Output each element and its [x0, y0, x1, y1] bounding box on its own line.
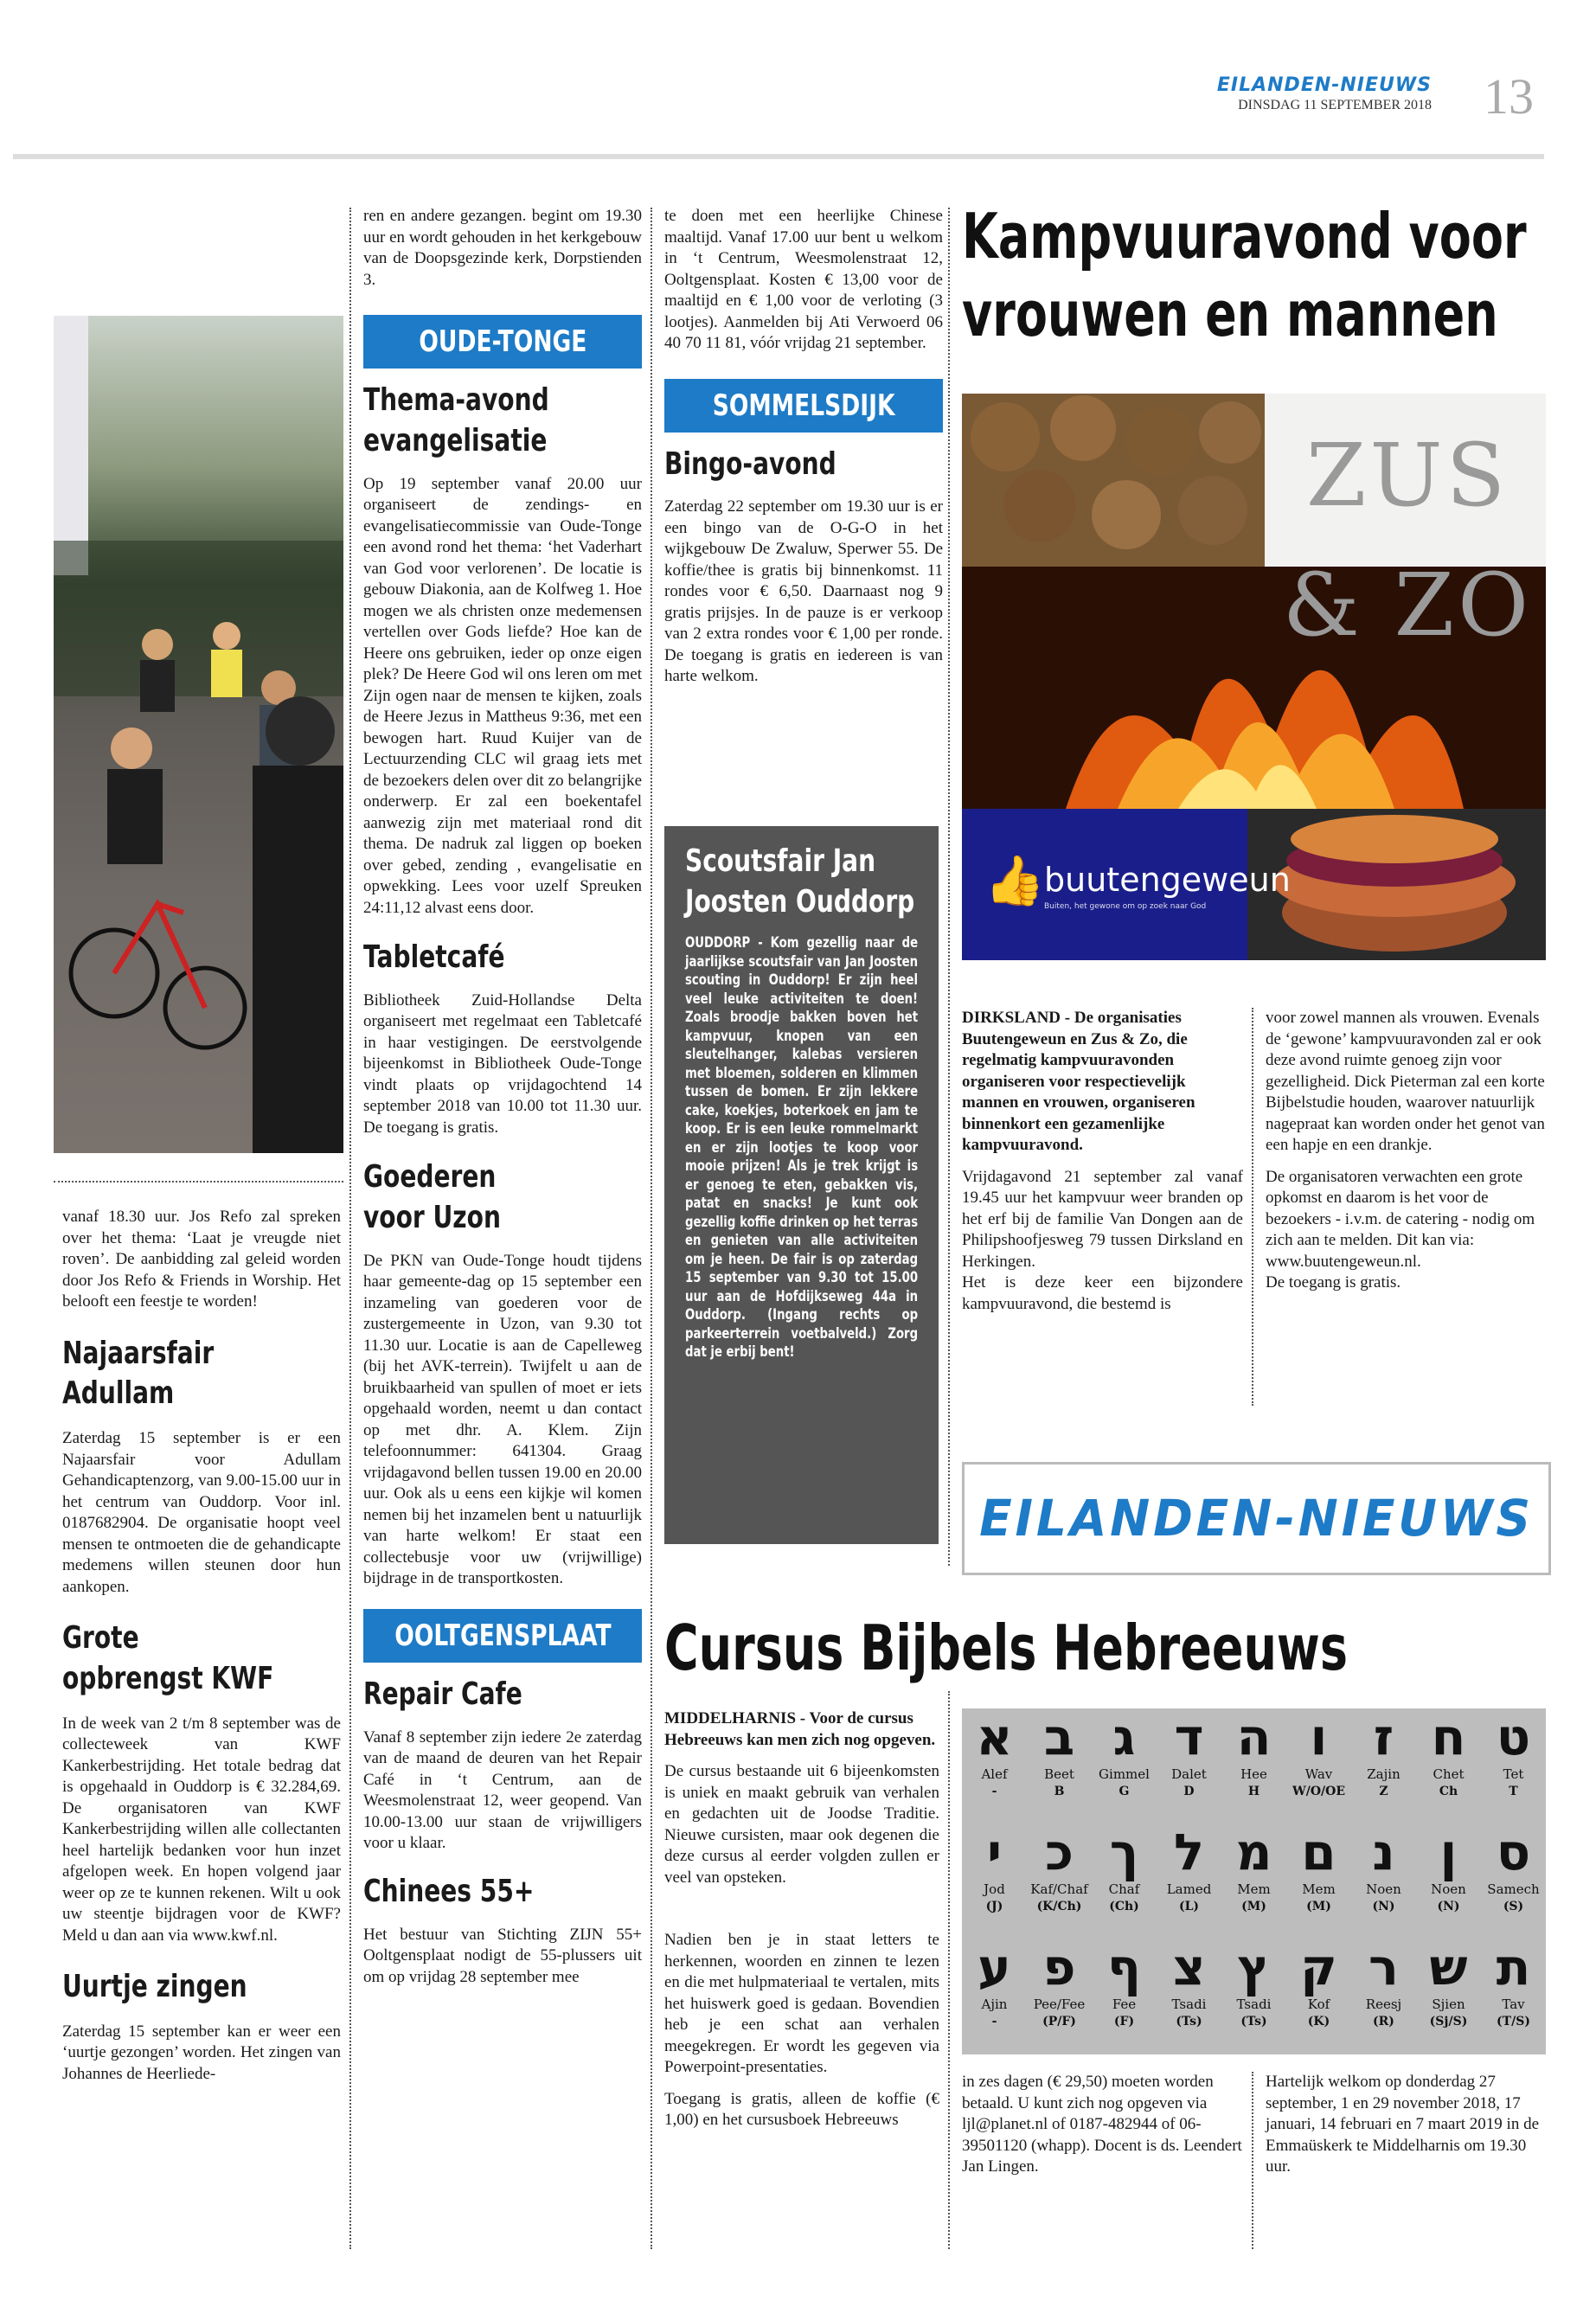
hebrew-letter-cell	[1351, 1939, 1416, 2054]
kampvuuravond-headline	[962, 197, 1527, 353]
page-number: 13	[1484, 68, 1534, 125]
hebrew-letter-glyph: פ	[1042, 1938, 1076, 1997]
kampvuur-paragraph-4: De organisatoren verwachten een grote opkomst en daarom is het voor de bezoekers - i.v.m. de catering - nodig om zich aan te melden. Dit kan via:	[1266, 1167, 1535, 1249]
hebrew-letter-name: Mem	[1302, 1881, 1336, 1897]
hebrew-letter-glyph: י	[986, 1823, 1003, 1881]
section-band-ooltgensplaat	[363, 1609, 642, 1663]
hebrew-letter-glyph: כ	[1045, 1823, 1074, 1881]
bingo-avond-text: Zaterdag 22 september om 19.30 uur is er een bingo van de O-G-O in het wijkgebouw De Zwaluw, Sperwer 55. De koffie/thee is gratis bij binnenkomst. 11 rondes voor € 6,50. Daarnaast nog 9 gratis prijsjes. In de pauze is er verkoop van 2 extra rondes voor € 1,00 per ronde. De toegang is gratis en iedereen is van harte welkom.	[664, 497, 943, 686]
hebrew-letter-name: Dalet	[1171, 1766, 1207, 1782]
hebrew-letter-name: Sjien	[1432, 1997, 1465, 2012]
repair-cafe-heading: Repair Cafe	[363, 1676, 522, 1712]
kampvuur-paragraph-1: Vrijdagavond 21 september zal vanaf 19.45 uur het kampvuur weer branden op het erf bij de familie Van Dongen aan de Philipshoofjesweg 79 tussen Dirksland en Herkingen.	[962, 1167, 1243, 1271]
hebrew-letter-name: Samech	[1487, 1881, 1540, 1897]
hebrew-letter-name: Chet	[1433, 1766, 1465, 1782]
column-rule-4	[948, 1691, 950, 2249]
hebrew-letter-translit: Ch	[1439, 1785, 1458, 1798]
najaarsfair-heading-line2: Adullam	[62, 1375, 175, 1412]
hebrew-letter-glyph: ג	[1112, 1708, 1136, 1766]
kampvuur-paragraph-3: voor zowel mannen als vrouwen. Evenals de ‘gewone’ kampvuuravonden zal er ook deze avond ruimte genoeg zijn voor gezelligheid. Dick Pieterman zal een korte Bijbelstudie houden, waarover natuurlijk nagepraat kan worden onder het genot van een hapje en een drankje.	[1266, 1009, 1545, 1154]
hebrew-letter-glyph: ק	[1300, 1938, 1337, 1997]
uurtje-zingen-heading: Uurtje zingen	[62, 1969, 247, 2005]
hebrew-letter-name: Mem	[1237, 1881, 1271, 1897]
thema-avond-heading-line2: evangelisatie	[363, 422, 548, 458]
goederen-heading-line2: voor Uzon	[363, 1200, 501, 1236]
kampvuuravond-headline-line2: vrouwen en mannen	[962, 278, 1498, 350]
hebrew-letter-glyph: ך	[1109, 1823, 1139, 1881]
hebrew-letter-glyph: ד	[1174, 1708, 1204, 1766]
uurtje-zingen-text: Zaterdag 15 september kan er weer een ‘uurtje gezongen’ worden. Het zingen van Johannes de Heerliede-	[62, 2022, 341, 2083]
hebrew-letter-translit: (Sj/S)	[1429, 2015, 1468, 2029]
hebrew-letter-cell	[1157, 1708, 1221, 1823]
hebrew-letter-name: Pee/Fee	[1033, 1997, 1086, 2012]
najaarsfair-text: Zaterdag 15 september is er een Najaarsfair voor Adullam Gehandicaptenzorg, van 9.00-15.00 uur in het centrum van Ouddorp. Voor inl. 0187682904. De organisatie hoopt veel mensen te ontmoeten die de gehandicapte medemens willen steunen door hun aankopen.	[62, 1429, 341, 1596]
hebrew-letter-translit: (R)	[1373, 2015, 1394, 2029]
hebrew-letter-translit: (Ts)	[1176, 2015, 1202, 2029]
hebrew-letter-glyph: ס	[1496, 1823, 1531, 1881]
hebrew-letter-glyph: ט	[1496, 1708, 1531, 1766]
hebrew-letter-glyph: ח	[1431, 1708, 1466, 1766]
hebrew-letter-name: Kof	[1307, 1997, 1330, 2012]
hebrew-letter-cell	[1221, 1939, 1286, 2054]
hebrew-letter-cell	[1286, 1939, 1351, 2054]
column-2-intro: ren en andere gezangen. begint om 19.30 uur en wordt gehouden in het kerkgebouw van de Doopsgezinde kerk, Dorpstienden 3.	[363, 207, 642, 289]
hebrew-letter-cell	[1092, 1939, 1157, 2054]
masthead-date: DINSDAG 11 SEPTEMBER 2018	[1238, 98, 1432, 112]
hebrew-letter-translit: (P/F)	[1042, 2015, 1076, 2029]
cursus-column-2	[962, 2072, 1243, 2189]
hebrew-letter-cell	[1157, 1939, 1221, 2054]
hebrew-letter-cell	[1481, 1939, 1546, 2054]
hebrew-letter-translit: (M)	[1306, 1900, 1331, 1913]
kwf-heading	[62, 1618, 279, 1700]
hebrew-letter-translit: T	[1509, 1785, 1518, 1798]
column-rule-2	[651, 208, 652, 2249]
hebrew-letter-glyph: ב	[1043, 1708, 1075, 1766]
hebrew-letter-glyph: ל	[1173, 1823, 1205, 1881]
hebrew-letter-translit: (Ch)	[1109, 1900, 1139, 1913]
hebrew-letter-cell	[1416, 1939, 1481, 2054]
column-3	[664, 206, 943, 698]
hebrew-letter-translit: D	[1183, 1785, 1195, 1798]
chinees-text: Het bestuur van Stichting ZIJN 55+ Ooltgensplaat nodigt de 55-plussers uit om op vrijdag 28 september mee	[363, 1925, 642, 1986]
scoutsfair-text-wrap	[685, 934, 918, 1362]
hebrew-letter-translit: H	[1247, 1785, 1260, 1798]
column-3-intro: te doen met een heerlijke Chinese maaltijd. Vanaf 17.00 uur bent u welkom in ‘t Centrum, Weesmolenstraat 12, Ooltgensplaat. Kosten € 13,00 voor de maaltijd en € 1,00 voor de verloting (3 lootjes). Aanmelden bij Ati Verwoerd 06 40 70 11 81, vóór vrijdag 21 september.	[664, 207, 943, 352]
hebrew-letter-name: Zajin	[1367, 1766, 1401, 1782]
section-band-oude-tonge-label: OUDE-TONGE	[418, 324, 587, 359]
hebrew-letter-cell	[962, 1708, 1027, 1823]
hebrew-letter-cell	[1286, 1823, 1351, 1939]
hebrew-letter-name: Tav	[1502, 1997, 1525, 2012]
hebrew-letter-cell	[1092, 1708, 1157, 1823]
hebrew-letter-translit: (Ts)	[1240, 2015, 1267, 2029]
cyclists-photo	[54, 316, 343, 1153]
hebrew-letter-glyph: ה	[1236, 1708, 1272, 1766]
hebrew-letter-cell	[1092, 1823, 1157, 1939]
masthead-logo: EILANDEN-NIEUWS	[1216, 74, 1432, 96]
column-rule-6	[1252, 2072, 1253, 2249]
cursus-paragraph-2: Nadien ben je in staat letters te herkennen, woorden en zinnen te lezen en die met hulpmateriaal te vertalen, mits het huiswerk goed is gedaan. Bovendien heb je een schat aan verhalen meegekregen. Er wordt les gegeven via Powerpoint-presentaties.	[664, 1931, 939, 2076]
section-band-sommelsdijk-label: SOMMELSDIJK	[712, 388, 895, 423]
hebrew-letter-name: Alef	[981, 1766, 1008, 1782]
cursus-lead: MIDDELHARNIS - Voor de cursus Hebreeuws kan men zich nog opgeven.	[664, 1709, 936, 1749]
hebrew-letter-name: Wav	[1304, 1766, 1333, 1782]
cursus-headline: Cursus Bijbels Hebreeuws	[664, 1612, 1348, 1684]
cursus-paragraph-3: Toegang is gratis, alleen de koffie (€ 1,00) en het cursusboek Hebreeuws	[664, 2089, 939, 2129]
hebrew-letter-translit: B	[1054, 1785, 1065, 1798]
hebrew-letter-cell	[1286, 1708, 1351, 1823]
cyclists-illustration	[54, 316, 343, 1153]
hebrew-letter-cell	[1027, 1823, 1092, 1939]
scoutsfair-heading	[685, 842, 914, 923]
hebrew-letter-translit: (L)	[1178, 1900, 1200, 1913]
hebrew-letter-glyph: ן	[1439, 1823, 1458, 1881]
kampvuur-collage	[962, 394, 1546, 960]
hebrew-letter-translit: -	[991, 2015, 997, 2029]
cursus-column-1	[664, 1708, 939, 2142]
hebrew-letter-translit: (F)	[1113, 2015, 1135, 2029]
tabletcafe-heading: Tabletcafé	[363, 939, 505, 976]
hebrew-alphabet-chart	[962, 1708, 1546, 2054]
hebrew-letter-translit: G	[1118, 1785, 1130, 1798]
hebrew-letter-translit: -	[991, 1785, 997, 1798]
hebrew-letter-name: Beet	[1044, 1766, 1074, 1782]
column-rule-5	[1252, 1008, 1253, 1406]
hebrew-letter-translit: (J)	[985, 1900, 1003, 1913]
najaarsfair-heading	[62, 1334, 279, 1415]
zus-en-zo-logo: ZUS & ZO	[1282, 425, 1533, 656]
hebrew-letter-glyph: ש	[1429, 1938, 1468, 1997]
hebrew-letter-glyph: ם	[1301, 1823, 1336, 1881]
hebrew-letter-cell	[1221, 1823, 1286, 1939]
masthead	[1207, 74, 1432, 113]
kampvuur-lead: DIRKSLAND - De organisaties Buutengeweun en Zus & Zo, die regelmatig kampvuuravonden organiseren voor respectievelijk mannen en vrouwen, organiseren binnenkort een gezamenlijke kampvuuravond.	[962, 1009, 1195, 1154]
hebrew-letter-translit: (K/Ch)	[1036, 1900, 1082, 1913]
kwf-heading-line2: opbrengst KWF	[62, 1660, 274, 1696]
hebrew-letter-glyph: ו	[1310, 1708, 1328, 1766]
hebrew-letter-name: Noen	[1431, 1881, 1466, 1897]
hebrew-letter-name: Tsadi	[1171, 1997, 1207, 2012]
kampvuur-website: www.buutengeweun.nl.	[1266, 1252, 1421, 1271]
hebrew-letter-glyph: ף	[1106, 1938, 1142, 1997]
column-rule-3	[948, 208, 950, 1566]
hebrew-letter-glyph: נ	[1372, 1823, 1395, 1881]
cursus-paragraph-1: De cursus bestaande uit 6 bijeenkomsten is uniek en maakt gebruik van verhalen en gedachten uit de Joodse Traditie. Nieuwe cursisten, maar ook degenen die deze cursus al eerder volgden zullen er veel van opsteken.	[664, 1762, 939, 1887]
hebrew-letter-translit: (K)	[1307, 2015, 1330, 2029]
hebrew-letter-translit: (M)	[1241, 1900, 1266, 1913]
photo-caption-rule	[54, 1181, 343, 1183]
hebrew-letter-name: Hee	[1240, 1766, 1267, 1782]
cursus-column-3	[1266, 2072, 1546, 2189]
hebrew-letter-glyph: ץ	[1237, 1938, 1271, 1997]
eilanden-nieuws-ad	[962, 1462, 1551, 1575]
cursus-paragraph-5: Hartelijk welkom op donderdag 27 september, 1 en 29 november 2018, 17 januari, 14 februari en 7 maart 2019 in de Emmaüskerk te Middelharnis om 19.30 uur.	[1266, 2073, 1540, 2176]
kwf-text: In de week van 2 t/m 8 september was de collecteweek van KWF Kankerbestrijding. Het totale bedrag dat is opgehaald in Ouddorp is € 32.284,69. De organisatoren van KWF Kankerbestrijding willen alle collectanten heel hartelijk bedanken voor hun inzet afgelopen week. En hopen volgend jaar weer op ze te kunnen rekenen. Wilt u ook uw steentje bijdragen voor de KWF? Meld u dan aan via www.kwf.nl.	[62, 1714, 341, 1945]
hebrew-letter-cell	[1157, 1823, 1221, 1939]
hebrew-letter-glyph: צ	[1172, 1938, 1206, 1997]
scoutsfair-heading-line2: Joosten Ouddorp	[685, 883, 915, 920]
hebrew-letter-name: Lamed	[1166, 1881, 1212, 1897]
hebrew-letter-name: Tet	[1503, 1766, 1524, 1782]
kampvuuravond-headline-line1: Kampvuuravond voor	[962, 200, 1527, 272]
hebrew-letter-name: Jod	[984, 1881, 1005, 1897]
hebrew-letter-cell	[1481, 1708, 1546, 1823]
kwf-heading-line1: Grote	[62, 1620, 139, 1657]
hebrew-letter-translit: (N)	[1437, 1900, 1460, 1913]
hebrew-letter-name: Reesj	[1365, 1997, 1402, 2012]
hebrew-letter-name: Tsadi	[1236, 1997, 1272, 2012]
hebrew-letter-translit: (T/S)	[1497, 2015, 1530, 2029]
hebrew-letter-cell	[1027, 1939, 1092, 2054]
hebrew-letter-glyph: ז	[1373, 1708, 1394, 1766]
hebrew-letter-glyph: מ	[1235, 1823, 1272, 1881]
buutengeweun-logo: buutengeweun	[1044, 861, 1291, 899]
scoutsfair-box	[664, 826, 939, 1544]
hebrew-letter-cell	[1221, 1708, 1286, 1823]
buutengeweun-tagline: Buiten, het gewone om op zoek naar God	[1044, 902, 1207, 911]
goederen-heading-line1: Goederen	[363, 1159, 497, 1195]
hebrew-letter-translit: (S)	[1503, 1900, 1524, 1913]
hebrew-letter-name: Fee	[1112, 1997, 1137, 2012]
hebrew-letter-cell	[1027, 1708, 1092, 1823]
section-band-ooltgensplaat-label: OOLTGENSPLAAT	[394, 1618, 612, 1653]
thumbs-up-icon: 👍	[984, 853, 1045, 909]
column-2	[363, 206, 642, 1998]
hebrew-letter-cell	[962, 1939, 1027, 2054]
scoutsfair-heading-line1: Scoutsfair Jan	[685, 843, 876, 879]
hebrew-letter-cell	[1481, 1823, 1546, 1939]
kampvuur-column-left	[962, 1008, 1243, 1325]
eilanden-nieuws-ad-logo: EILANDEN-NIEUWS	[979, 1489, 1534, 1548]
column-1	[62, 1207, 341, 2095]
hebrew-letter-cell	[962, 1823, 1027, 1939]
kampvuur-toegang: De toegang is gratis.	[1266, 1273, 1401, 1292]
thema-avond-heading	[363, 381, 580, 462]
hebrew-letter-cell	[1416, 1708, 1481, 1823]
column-1-intro: vanaf 18.30 uur. Jos Refo zal spreken over het thema: ‘Laat je vreugde niet roven’. De aanbidding zal geleid worden door Jos Refo & Friends in Worship. Het belooft een feestje te worden!	[62, 1208, 341, 1311]
hebrew-letter-translit: W/O/OE	[1292, 1785, 1345, 1798]
chinees-heading: Chinees 55+	[363, 1873, 535, 1909]
cursus-paragraph-4: in zes dagen (€ 29,50) moeten worden betaald. U kunt zich nog opgeven via ljl@planet.nl of 0187-482944 of 06-39501120 (whapp). Docent is ds. Leendert Jan Lingen.	[962, 2073, 1242, 2176]
hebrew-letter-glyph: ת	[1496, 1938, 1531, 1997]
hebrew-letter-cell	[1351, 1708, 1416, 1823]
kampvuur-column-right	[1266, 1008, 1546, 1294]
kampvuur-paragraph-2: Het is deze keer een bijzondere kampvuuravond, die bestemd is	[962, 1273, 1243, 1313]
column-rule-1	[349, 208, 351, 2249]
hebrew-letter-translit: (N)	[1372, 1900, 1395, 1913]
hebrew-letter-cell	[1416, 1823, 1481, 1939]
hebrew-letter-glyph: ר	[1368, 1938, 1399, 1997]
hebrew-letter-name: Noen	[1366, 1881, 1401, 1897]
scoutsfair-text: OUDDORP - Kom gezellig naar de jaarlijkse scoutsfair van Jan Joosten scouting in Ouddorp! Er zijn heel veel leuke activiteiten te doen! Zoals broodje bakken boven het kampvuur, knopen van een sleutelhanger, kalebas versieren met bloemen, solderen en klimmen tussen de bomen. Er zijn lekkere cake, koekjes, boterkoek en jam te koop. Er is een leuke rommelmarkt en er zijn lootjes te koop voor mooie prijzen! Als je trek krijgt is er genoeg te eten, gebakken vis, patat en snacks! Je kunt ook gezellig koffie drinken op het terras en genieten van alle activiteiten om je heen. De fair is op zaterdag 15 september van 9.30 tot 15.00 uur aan de Hofdijkseweg 44a in Ouddorp. (Ingang rechts op parkeerterrein voetbalveld.) Zorg dat je erbij bent!	[685, 934, 919, 1361]
hebrew-letter-glyph: א	[976, 1708, 1013, 1766]
goederen-text: De PKN van Oude-Tonge houdt tijdens haar gemeente-dag op 15 september een inzameling van goederen voor de zustergemeente in Uzon, van 9.30 tot 11.30 uur. Locatie is aan de Capelleweg (bij het AVK-terrein). Twijfelt u aan de bruikbaarheid van spullen of moet er iets opgehaald worden, neemt u dan contact op met dhr. A. Klem. Zijn telefoonnummer: 641304. Graag vrijdagavond bellen tussen 19.00 en 20.00 uur. Ook als u eens een kijkje wil komen nemen bij het inzamelen bent u natuurlijk van harte welkom! Er staat een collectebusje voor uw (vrijwillige) bijdrage in de transportkosten.	[363, 1251, 642, 1588]
hebrew-letter-translit: Z	[1379, 1785, 1388, 1798]
hebrew-letter-cell	[1351, 1823, 1416, 1939]
section-band-sommelsdijk	[664, 379, 943, 433]
bingo-avond-heading: Bingo-avond	[664, 445, 836, 482]
thema-avond-heading-line1: Thema-avond	[363, 382, 549, 418]
top-divider	[13, 154, 1544, 159]
buutengeweun-logo-wrap	[962, 809, 1291, 960]
thema-avond-text: Op 19 september vanaf 20.00 uur organiseert de zendings- en evangelisatiecommissie van Oude-Tonge een avond rond het thema: ‘het Vaderhart van God voor verlorenen’. De locatie is gebouw Diakonia, aan de Kolfweg 1. Hoe mogen we als christen onze medemensen vertellen over Gods liefde? Hoe kan de Heere ons gebruiken, ieder op onze eigen plek? De Heere God wil ons leren om met Zijn ogen naar de mensen te kijken, zoals de Heere Jezus in Mattheus 9:36, met een bewogen hart. Ruud Kuijer van de Lectuurzending CLC wil graag iets met de bezoekers delen over dit zo belangrijke onderwerp. Er zal een boekentafel aanwezig zijn met materiaal rond dit thema. De nadruk zal liggen op boeken over gebed, zending , evangelisatie en opwekking. Lees voor uzelf Spreuken 24:11,12 alvast eens door.	[363, 474, 642, 917]
section-band-oude-tonge	[363, 315, 642, 369]
goederen-heading	[363, 1157, 580, 1239]
hebrew-letter-name: Gimmel	[1099, 1766, 1150, 1782]
repair-cafe-text: Vanaf 8 september zijn iedere 2e zaterdag van de maand de deuren van het Repair Café in ‘t Centrum, aan de Weesmolenstraat 12, weer geopend. Van 10.00-13.00 uur staan de vrijwilligers voor u klaar.	[363, 1727, 642, 1853]
hebrew-letter-glyph: ע	[977, 1938, 1011, 1997]
hebrew-letter-name: Kaf/Chaf	[1030, 1881, 1088, 1897]
hebrew-letter-name: Chaf	[1108, 1881, 1140, 1897]
tabletcafe-text: Bibliotheek Zuid-Hollandse Delta organiseert met regelmaat een Tabletcafé in haar vestigingen. De eerstvolgende bijeenkomst in Bibliotheek Oude-Tonge vindt plaats op vrijdagochtend 14 september 2018 van 10.00 tot 11.30 uur. De toegang is gratis.	[363, 990, 642, 1137]
najaarsfair-heading-line1: Najaarsfair	[62, 1335, 215, 1371]
hebrew-letter-name: Ajin	[981, 1997, 1008, 2012]
